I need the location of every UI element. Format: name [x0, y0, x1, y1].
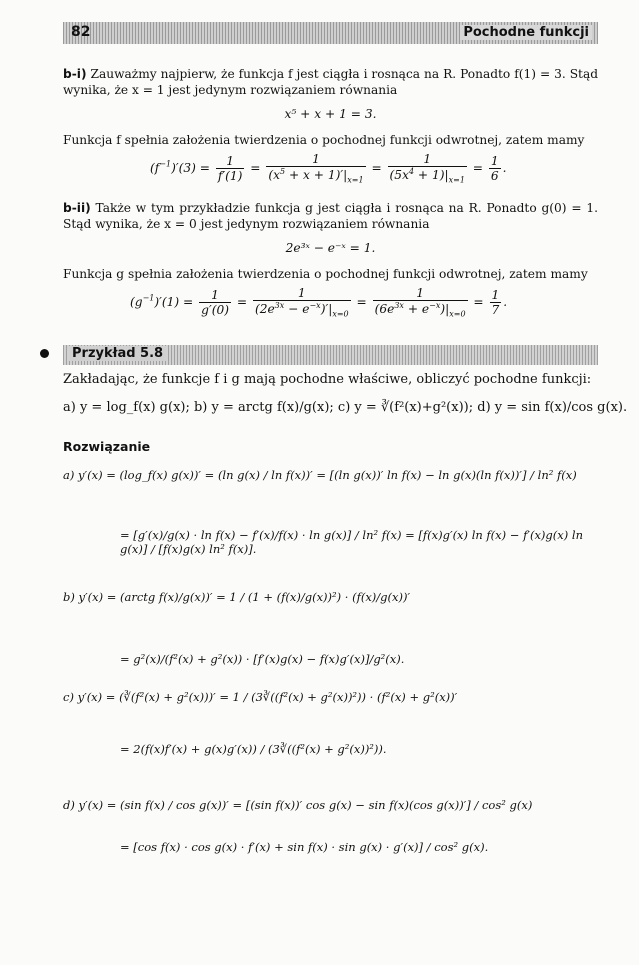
example-header	[63, 345, 598, 365]
solution-d-line2: = [cos f(x) · cos g(x) · f′(x) + sin f(x) · sin g(x) · g′(x)] / cos² g(x).	[120, 840, 489, 854]
solution-d-line1: d) y′(x) = (sin f(x) / cos g(x))′ = [(sin f(x))′ cos g(x) − sin f(x)(cos g(x))′] / cos² g(x)	[63, 798, 533, 812]
page-number: 82	[71, 24, 91, 40]
part-bii-text2: Funkcja g spełnia założenia twierdzenia o pochodnej funkcji odwrotnej, zatem mamy	[63, 267, 588, 281]
part-bii-label: b-ii)	[63, 201, 91, 215]
solution-c-line2: = 2(f(x)f′(x) + g(x)g′(x)) / (3∛((f²(x) + g²(x))²)).	[120, 742, 387, 756]
bullet-icon	[40, 349, 49, 358]
page-header	[63, 22, 598, 44]
part-bii-formula: $(g^{-1})'(1)$ = $\frac{1}{g'(0)}$ = $\frac{1}{(2e^{3x} - e^{-x})'|_{x=0}}$ = $\frac{1}{(6e^{3x} + e^{-x})|_{x=0}}$ = $\frac{1}{7}$ .	[130, 286, 508, 319]
example-task: Zakładając, że funkcje f i g mają pochodne właściwe, obliczyć pochodne funkcji:	[63, 372, 592, 387]
part-bi-formula: $(f^{-1})'(3)$ = $\frac{1}{f'(1)}$ = $\frac{1}{(x^5 + x + 1)'|_{x=1}}$ = $\frac{1}{(5x^4 + 1)|_{x=1}}$ = $\frac{1}{6}$ .	[150, 152, 507, 185]
part-bi-label: b-i)	[63, 67, 87, 81]
solution-a-line1: a) y′(x) = (log_f(x) g(x))′ = (ln g(x) / ln f(x))′ = [(ln g(x))′ ln f(x) − ln g(x)(ln f(x))′] / ln² f(x)	[63, 468, 577, 482]
example-items: a) y = log_f(x) g(x); b) y = arctg f(x)/g(x); c) y = ∛(f²(x)+g²(x)); d) y = sin f(x)/cos g(x).	[63, 400, 628, 415]
solution-c-line1: c) y′(x) = (∛(f²(x) + g²(x)))′ = 1 / (3∛((f²(x) + g²(x))²)) · (f²(x) + g²(x))′	[63, 690, 458, 704]
part-bii-equation: 2e³ˣ − e⁻ˣ = 1.	[285, 241, 376, 255]
solution-a-line2: = [g′(x)/g(x) · ln f(x) − f′(x)/f(x) · ln g(x)] / ln² f(x) = [f(x)g′(x) ln f(x) − f′(x)g(x) ln g(x)] / [f(x)g(x) ln² f(x)].	[120, 528, 583, 556]
solution-label: Rozwiązanie	[63, 439, 151, 454]
part-bii-intro	[63, 200, 598, 232]
solution-b-line2: = g²(x)/(f²(x) + g²(x)) · [f′(x)g(x) − f(x)g′(x)]/g²(x).	[120, 652, 405, 666]
solution-b-line1: b) y′(x) = (arctg f(x)/g(x))′ = 1 / (1 + (f(x)/g(x))²) · (f(x)/g(x))′	[63, 590, 411, 604]
part-bi-text2: Funkcja f spełnia założenia twierdzenia o pochodnej funkcji odwrotnej, zatem mamy	[63, 133, 585, 147]
example-title: Przykład 5.8	[69, 346, 166, 361]
part-bi-text: Zauważmy najpierw, że funkcja f jest ciągła i rosnąca na R. Ponadto f(1) = 3. Stąd wynika, że x = 1 jest jedynym rozwiązaniem równania	[63, 67, 599, 97]
part-bii-text: Także w tym przykładzie funkcja g jest ciągła i rosnąca na R. Ponadto g(0) = 1. Stąd wynika, że x = 0 jest jedynym rozwiązaniem równania	[63, 201, 598, 231]
part-bi-intro	[63, 66, 598, 98]
part-bi-equation: x⁵ + x + 1 = 3.	[284, 107, 377, 121]
chapter-title: Pochodne funkcji	[460, 25, 592, 40]
